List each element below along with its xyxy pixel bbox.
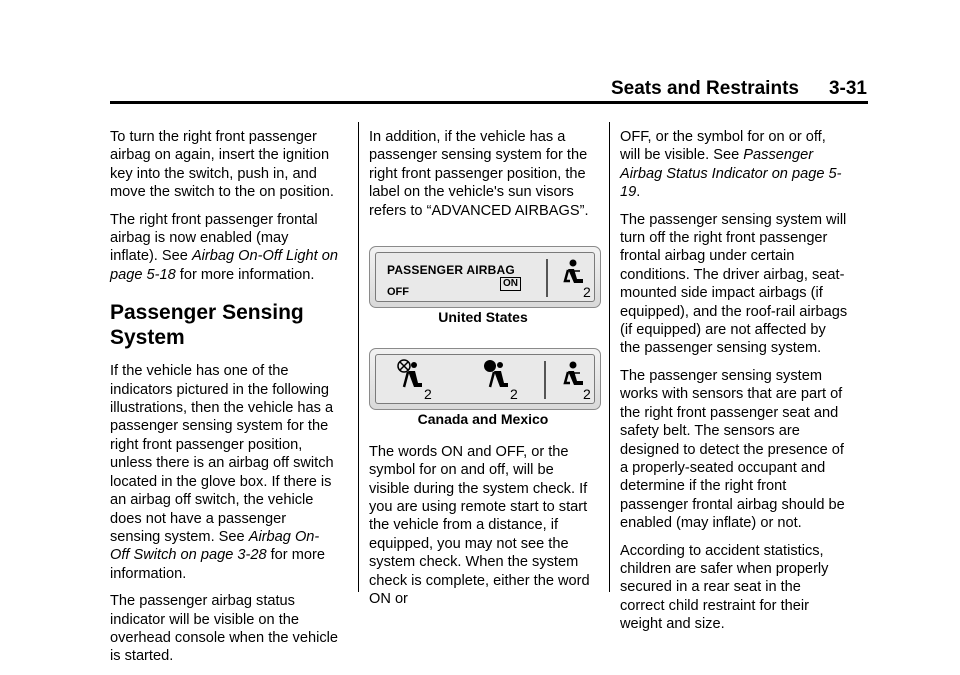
column-divider-2 [609,122,610,592]
airbag-off-icon [390,359,438,401]
paragraph: The passenger airbag status indicator will be visible on the overhead console when the vehicle is started. [110,593,338,665]
cross-reference-link[interactable]: Airbag On-Off Switch on page 3-28 [110,528,320,564]
paragraph [110,211,338,285]
passenger-airbag-label: PASSENGER AIRBAG [387,263,515,278]
column-2 [369,128,597,618]
cross-reference-link[interactable]: Passenger Airbag Status Indicator on page 5-19 [620,147,842,201]
on-label: ON [500,277,521,291]
paragraph: The words ON and OFF, or the symbol for on and off, will be visible during the system check. If you are using remote start to start the vehicle from a distance, if equipped, you may not see the system check. When the system check is complete, either the word ON or [369,443,590,608]
canada-mexico-status-indicator-illustration [369,348,601,410]
airbag-on-icon [476,359,524,401]
cross-reference-link[interactable]: Airbag On-Off Light on page 5-18 [110,248,338,283]
paragraph: According to accident statistics, children are safer when properly secured in a rear seat in the correct child restraint for their weight and size. [620,542,829,633]
paragraph: The passenger sensing system works with sensors that are part of the right front passenger seat and safety belt. The sensors are designed to detect the presence of a properly-seated occupant and determine if the right front passenger frontal airbag should be enabled (may inflate) or not. [620,367,845,532]
paragraph [620,128,848,202]
seat-number: 2 [424,386,432,402]
off-label: OFF [387,286,409,299]
panel-divider [544,361,546,399]
chapter-title: Seats and Restraints [611,78,799,99]
column-divider-1 [358,122,359,592]
paragraph-text: OFF, or the symbol for on or off, will be visible. See [620,129,826,164]
indicator-panel-face [375,354,595,404]
figure-caption: Canada and Mexico [417,411,549,428]
paragraph: The passenger sensing system will turn off the right front passenger frontal airbag under certain conditions. The driver airbag, seat-mounted side impact airbags (if equipped), and the roof-rail airbags (if equipped) are not affected by the passenger sensing system. [620,211,848,357]
section-heading: Passenger Sensing System [110,301,304,350]
indicator-panel-face [375,252,595,302]
seat-number: 2 [583,386,591,402]
paragraph-text: If the vehicle has one of the indicators pictured in the following illustrations, then the vehicle has a passenger sensing system for the right front passenger position, unless there is an airbag off switch located in the glove box. If there is an airbag off switch, the vehicle does not have a passenger sensing system. See [110,363,334,545]
paragraph: To turn the right front passenger airbag on again, insert the ignition key into the switch, push in, and move the switch to the on position. [110,129,334,201]
paragraph-text: The right front passenger frontal airbag is now enabled (may inflate). See [110,211,318,265]
panel-divider [546,259,548,297]
paragraph-text: . [636,184,641,201]
column-1 [110,128,338,675]
seated-occupant-airbag-icon [556,359,594,401]
seat-number: 2 [510,386,518,402]
header-rule [110,101,868,104]
paragraph-text: for more information. [110,547,325,582]
paragraph: In addition, if the vehicle has a passenger sensing system for the right front passenger position, the label on the vehicle's sun visors refers to “ADVANCED AIRBAGS”. [369,129,589,219]
paragraph-text: for more information. [175,266,315,283]
seated-occupant-airbag-icon [556,257,594,299]
seat-number: 2 [583,284,591,300]
us-status-indicator-illustration [369,246,601,308]
column-3 [620,128,848,643]
page-number: 3-31 [828,78,867,99]
figure-caption: United States [438,309,528,326]
paragraph [110,362,338,583]
page-header-title [611,78,867,100]
